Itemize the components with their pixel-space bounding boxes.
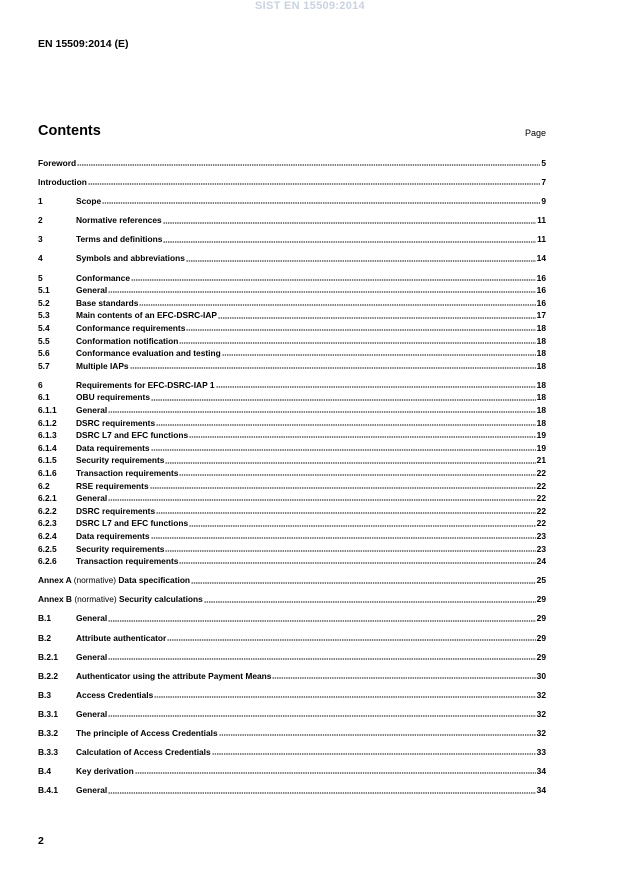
toc-entry-number: 6.2 xyxy=(38,480,50,491)
toc-entry-page: 30 xyxy=(536,670,546,681)
toc-entry-title: General xyxy=(76,785,108,796)
dot-leader xyxy=(222,347,536,357)
document-id: EN 15509:2014 (E) xyxy=(38,38,129,50)
toc-entry[interactable] xyxy=(38,297,546,310)
toc-entry-page: 18 xyxy=(536,360,546,371)
dot-leader xyxy=(151,530,536,540)
toc-entry-number: 6.2.3 xyxy=(38,518,57,529)
toc-entry-page: 18 xyxy=(536,405,546,415)
toc-entry-title: RSE requirements xyxy=(76,480,149,491)
dot-leader xyxy=(77,157,540,167)
toc-entry-page: 32 xyxy=(536,727,546,738)
toc-entry[interactable] xyxy=(38,689,546,702)
toc-entry[interactable] xyxy=(38,272,546,285)
toc-entry-number: 3 xyxy=(38,234,43,245)
toc-entry-number: 5.3 xyxy=(38,310,50,321)
toc-entry-number: 6.2.1 xyxy=(38,493,57,504)
annex-title: Data specification xyxy=(118,575,191,586)
toc-entry-number: 6.2.4 xyxy=(38,530,57,541)
toc-entry[interactable] xyxy=(38,417,546,430)
toc-entry-title: Access Credentials xyxy=(76,689,154,700)
toc-entry[interactable] xyxy=(38,746,546,759)
toc-entry-page: 9 xyxy=(541,196,546,207)
dot-leader xyxy=(219,727,536,737)
dot-leader xyxy=(204,593,536,603)
dot-leader xyxy=(189,517,536,527)
toc-entry-number: B.1 xyxy=(38,613,52,624)
toc-entry-page: 18 xyxy=(536,348,546,359)
dot-leader xyxy=(156,417,536,427)
dot-leader xyxy=(186,322,535,332)
dot-leader xyxy=(163,214,536,224)
dot-leader xyxy=(108,284,535,294)
dot-leader xyxy=(135,765,536,775)
toc-entry-page: 5 xyxy=(541,158,546,168)
toc-entry-page: 33 xyxy=(536,747,546,758)
dot-leader xyxy=(218,309,536,319)
toc-entry-page: 32 xyxy=(536,689,546,700)
toc-entry[interactable] xyxy=(38,480,546,493)
dot-leader xyxy=(130,360,536,370)
toc-entry-number: 5 xyxy=(38,272,43,283)
toc-entry[interactable] xyxy=(38,322,546,335)
toc-entry[interactable] xyxy=(38,612,546,625)
toc-entry-number: 6.2.5 xyxy=(38,543,57,554)
dot-leader xyxy=(108,651,535,661)
toc-entry-page: 16 xyxy=(536,297,546,308)
toc-entry-page: 22 xyxy=(536,505,546,516)
toc-entry-number: 6.2.6 xyxy=(38,556,57,567)
dot-leader xyxy=(212,746,536,756)
toc-entry-page: 24 xyxy=(536,556,546,567)
toc-entry-number: B.3 xyxy=(38,689,52,700)
toc-entry-number: 5.2 xyxy=(38,297,50,308)
toc-entry-title: DSRC requirements xyxy=(76,505,156,516)
toc-entry-title: DSRC requirements xyxy=(76,417,156,428)
toc-entry-page: 29 xyxy=(536,613,546,624)
toc-entry-number: 5.7 xyxy=(38,360,50,371)
toc-entry[interactable] xyxy=(38,284,546,297)
toc-entry[interactable] xyxy=(38,492,546,505)
toc-entry-page: 32 xyxy=(536,708,546,719)
toc-entry[interactable] xyxy=(38,505,546,518)
toc-entry[interactable] xyxy=(38,214,546,227)
toc-entry-title: Scope xyxy=(76,196,102,207)
watermark: SIST EN 15509:2014 xyxy=(255,0,365,12)
dot-leader xyxy=(102,195,540,205)
toc-entry-page: 29 xyxy=(536,651,546,662)
dot-leader xyxy=(179,335,535,345)
toc-entry-number: B.3.1 xyxy=(38,708,59,719)
toc-entry[interactable] xyxy=(38,765,546,778)
toc-entry[interactable] xyxy=(38,467,546,480)
toc-entry-page: 21 xyxy=(536,455,546,466)
toc-entry[interactable] xyxy=(38,727,546,740)
toc-entry-page: 22 xyxy=(536,480,546,491)
toc-entry-number: B.3.2 xyxy=(38,727,59,738)
toc-entry-page: 19 xyxy=(536,430,546,441)
dot-leader xyxy=(186,252,536,262)
dot-leader xyxy=(216,379,536,389)
toc-entry[interactable] xyxy=(38,252,546,265)
toc-entry-title: Security requirements xyxy=(76,543,165,554)
toc-entry-title: Key derivation xyxy=(76,766,134,777)
toc-entry-title: OBU requirements xyxy=(76,392,150,403)
toc-entry-page: 7 xyxy=(541,177,546,188)
dot-leader xyxy=(179,555,535,565)
toc-entry-number: 5.6 xyxy=(38,348,50,359)
dot-leader xyxy=(191,574,536,584)
toc-entry[interactable] xyxy=(38,391,546,404)
toc-entry[interactable] xyxy=(38,347,546,360)
toc-entry-page: 18 xyxy=(536,392,546,403)
toc-entry-page: 34 xyxy=(536,766,546,777)
toc-entry-title: General xyxy=(76,493,108,504)
annex-label: Annex B xyxy=(38,594,72,605)
dot-leader xyxy=(179,467,535,477)
toc-entry-title: Transaction requirements xyxy=(76,556,179,567)
toc-entry-number: 5.5 xyxy=(38,335,50,346)
toc-entry-number: 6.1.6 xyxy=(38,467,57,478)
toc-entry-title: Calculation of Access Credentials xyxy=(76,747,211,758)
contents-heading: Contents xyxy=(38,123,101,139)
toc-entry-title xyxy=(38,593,203,606)
toc-entry-number: 6.1.2 xyxy=(38,417,57,428)
page-number: 2 xyxy=(38,835,44,847)
toc-entry[interactable] xyxy=(38,404,546,417)
toc-entry-number: 6.1.4 xyxy=(38,442,57,453)
dot-leader xyxy=(88,176,540,186)
toc-entry-number: 6.1.1 xyxy=(38,405,57,415)
toc-entry-title: General xyxy=(76,285,108,296)
toc-entry-number: B.2 xyxy=(38,632,52,643)
dot-leader xyxy=(108,708,535,718)
toc-entry-page: 25 xyxy=(536,575,546,586)
toc-entry[interactable] xyxy=(38,233,546,246)
toc-entry-number: 1 xyxy=(38,196,43,207)
page-column-label: Page xyxy=(524,128,546,138)
toc-entry-number: B.4 xyxy=(38,766,52,777)
dot-leader xyxy=(151,442,536,452)
toc-entry-number: 6.1 xyxy=(38,392,50,403)
dot-leader xyxy=(189,429,536,439)
toc-entry[interactable] xyxy=(38,784,546,797)
dot-leader xyxy=(163,233,536,243)
toc-entry-title: Multiple IAPs xyxy=(76,360,129,371)
toc-entry-page: 19 xyxy=(536,442,546,453)
toc-entry-number: 6 xyxy=(38,379,43,390)
dot-leader xyxy=(156,505,536,515)
toc-entry-number: 2 xyxy=(38,215,43,226)
dot-leader xyxy=(108,492,535,502)
toc-entry-title: General xyxy=(76,708,108,719)
toc-entry-page: 34 xyxy=(536,785,546,796)
toc-entry[interactable] xyxy=(38,309,546,322)
toc-entry[interactable] xyxy=(38,670,546,683)
toc-entry-number: B.2.1 xyxy=(38,651,59,662)
dot-leader xyxy=(108,612,535,622)
toc-entry[interactable] xyxy=(38,176,546,189)
toc-entry[interactable] xyxy=(38,335,546,348)
toc-entry-number: B.3.3 xyxy=(38,747,59,758)
toc-entry-title: Data requirements xyxy=(76,530,150,541)
toc-entry-page: 22 xyxy=(536,518,546,529)
toc-entry-page: 23 xyxy=(536,530,546,541)
toc-entry-title: Base standards xyxy=(76,297,139,308)
toc-entry-number: 4 xyxy=(38,253,43,264)
toc-entry-title: Conformance requirements xyxy=(76,322,186,333)
toc-entry-title: General xyxy=(76,613,108,624)
toc-entry-title: Symbols and abbreviations xyxy=(76,253,185,264)
toc-entry-title: Transaction requirements xyxy=(76,467,179,478)
toc-entry[interactable] xyxy=(38,379,546,392)
toc-entry-number: B.4.1 xyxy=(38,785,59,796)
toc-entry-title: General xyxy=(76,651,108,662)
toc-entry-title: Normative references xyxy=(76,215,162,226)
toc-entry-number: 5.4 xyxy=(38,322,50,333)
dot-leader xyxy=(154,689,535,699)
toc-entry-title: Attribute authenticator xyxy=(76,632,167,643)
annex-qualifier: (normative) xyxy=(74,594,117,605)
toc-entry[interactable] xyxy=(38,195,546,208)
toc-entry-title: Conformance evaluation and testing xyxy=(76,348,221,359)
toc-entry-title: Requirements for EFC-DSRC-IAP 1 xyxy=(76,379,215,390)
toc-entry-page: 16 xyxy=(536,285,546,296)
toc-entry[interactable] xyxy=(38,429,546,442)
dot-leader xyxy=(108,784,535,794)
annex-title: Security calculations xyxy=(119,594,203,605)
toc-entry-title: Authenticator using the attribute Payment Means xyxy=(76,670,272,681)
toc-entry-title: Conformance xyxy=(76,272,130,283)
toc-entry-page: 29 xyxy=(536,632,546,643)
toc-entry-title: DSRC L7 and EFC functions xyxy=(76,430,189,441)
toc-entry[interactable] xyxy=(38,517,546,530)
toc-entry-title: Data requirements xyxy=(76,442,150,453)
toc-entry[interactable] xyxy=(38,530,546,543)
toc-entry-page: 18 xyxy=(536,335,546,346)
toc-entry-number: 5.1 xyxy=(38,285,50,296)
toc-entry-page: 23 xyxy=(536,543,546,554)
toc-entry-page: 22 xyxy=(536,493,546,504)
annex-qualifier: (normative) xyxy=(73,575,117,586)
toc-entry[interactable] xyxy=(38,555,546,568)
toc-entry-title: Foreword xyxy=(38,158,77,168)
dot-leader xyxy=(167,632,535,642)
toc-entry[interactable] xyxy=(38,454,546,467)
toc-entry-page: 11 xyxy=(537,234,546,245)
toc-entry[interactable] xyxy=(38,651,546,664)
dot-leader xyxy=(139,297,535,307)
toc-entry-title: Main contents of an EFC-DSRC-IAP xyxy=(76,310,217,321)
toc-entry-page: 17 xyxy=(536,310,546,321)
toc-entry[interactable] xyxy=(38,708,546,721)
toc-entry-page: 22 xyxy=(536,467,546,478)
toc-entry-number: 6.2.2 xyxy=(38,505,57,516)
toc-entry-title: Introduction xyxy=(38,177,87,188)
toc-entry-page: 29 xyxy=(536,594,546,605)
dot-leader xyxy=(150,480,536,490)
toc-entry-page: 11 xyxy=(537,215,546,226)
toc-entry[interactable] xyxy=(38,543,546,556)
toc-entry-page: 16 xyxy=(536,272,546,283)
toc-entry-page: 18 xyxy=(536,322,546,333)
toc-entry-title: The principle of Access Credentials xyxy=(76,727,218,738)
toc-entry[interactable] xyxy=(38,574,546,587)
toc-entry[interactable] xyxy=(38,360,546,373)
toc-entry-title: Security requirements xyxy=(76,455,165,466)
dot-leader xyxy=(108,404,535,414)
table-of-contents xyxy=(38,157,546,797)
toc-entry-number: 6.1.3 xyxy=(38,430,57,441)
toc-entry-page: 18 xyxy=(536,417,546,428)
toc-entry-page: 18 xyxy=(536,379,546,390)
dot-leader xyxy=(131,272,536,282)
toc-entry-page: 14 xyxy=(536,253,546,264)
toc-entry-title: General xyxy=(76,405,108,415)
toc-entry-number: 6.1.5 xyxy=(38,455,57,466)
toc-entry-title xyxy=(38,574,190,587)
toc-entry[interactable] xyxy=(38,632,546,645)
annex-label: Annex A xyxy=(38,575,72,586)
toc-entry-title: Terms and definitions xyxy=(76,234,163,245)
dot-leader xyxy=(272,670,535,680)
toc-entry-title: Conformation notification xyxy=(76,335,179,346)
toc-entry[interactable] xyxy=(38,442,546,455)
dot-leader xyxy=(165,454,535,464)
dot-leader xyxy=(165,543,535,553)
toc-entry[interactable] xyxy=(38,157,546,170)
toc-entry[interactable] xyxy=(38,593,546,606)
toc-entry-title: DSRC L7 and EFC functions xyxy=(76,518,189,529)
dot-leader xyxy=(151,391,536,401)
toc-entry-number: B.2.2 xyxy=(38,670,59,681)
